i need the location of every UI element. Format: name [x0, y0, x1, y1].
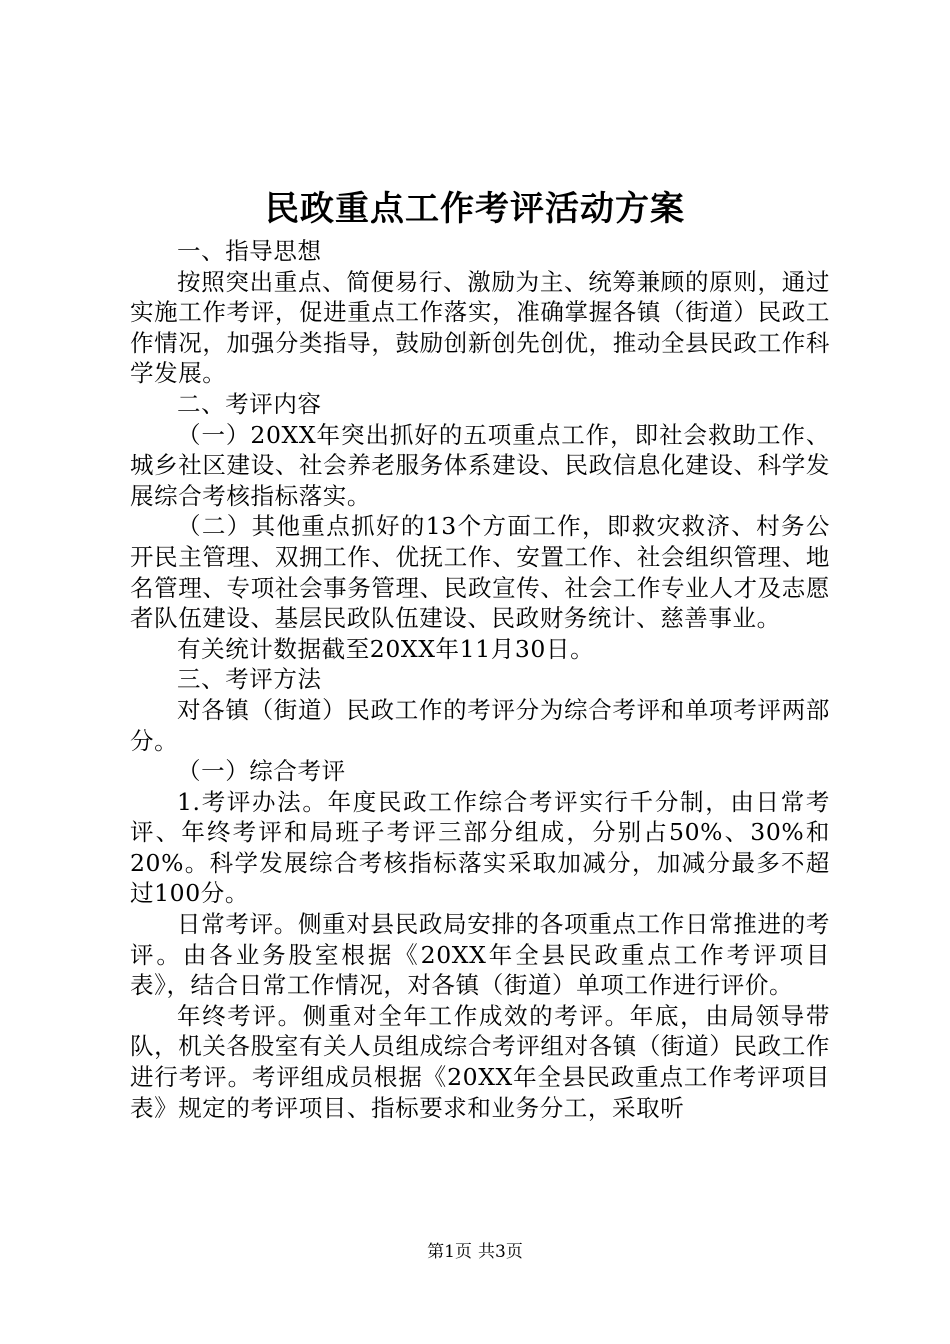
paragraph: 按照突出重点、简便易行、激励为主、统筹兼顾的原则，通过实施工作考评，促进重点工作落实，准确掌握各镇（街道）民政工作情况，加强分类指导，鼓励创新创先创优，推动全县民政工作科学发展。 — [130, 267, 830, 388]
page-number: 第1页 — [427, 1242, 472, 1262]
page-total: 共3页 — [478, 1242, 523, 1262]
paragraph: 有关统计数据截至20XX年11月30日。 — [177, 634, 595, 663]
paragraph: 对各镇（街道）民政工作的考评分为综合考评和单项考评两部分。 — [130, 695, 830, 755]
section-heading-evaluation-method: 三、考评方法 — [177, 665, 322, 694]
subsection-heading-comprehensive: （一）综合考评 — [177, 757, 346, 786]
document-title: 民政重点工作考评活动方案 — [265, 189, 685, 229]
document-body — [130, 236, 830, 1123]
paragraph: 年终考评。侧重对全年工作成效的考评。年底，由局领导带队，机关各股室有关人员组成综合考评组对各镇（街道）民政工作进行考评。考评组成员根据《20XX年全县民政重点工作考评项目表》规定的考评项目、指标要求和业务分工，采取听 — [130, 1001, 830, 1122]
page-footer — [0, 1241, 950, 1263]
section-heading-guiding-thought: 一、指导思想 — [177, 237, 322, 265]
paragraph: 日常考评。侧重对县民政局安排的各项重点工作日常推进的考评。由各业务股室根据《20XX年全县民政重点工作考评项目表》，结合日常工作情况，对各镇（街道）单项工作进行评价。 — [130, 910, 830, 1000]
section-heading-evaluation-content: 二、考评内容 — [177, 389, 322, 418]
paragraph: （二）其他重点抓好的13个方面工作，即救灾救济、村务公开民主管理、双拥工作、优抚工作、安置工作、社会组织管理、地名管理、专项社会事务管理、民政宣传、社会工作专业人才及志愿者队伍建设、基层民政队伍建设、民政财务统计、慈善事业。 — [130, 512, 830, 633]
paragraph: （一）20XX年突出抓好的五项重点工作，即社会救助工作、城乡社区建设、社会养老服务体系建设、民政信息化建设、科学发展综合考核指标落实。 — [130, 420, 830, 510]
paragraph: 1.考评办法。年度民政工作综合考评实行千分制，由日常考评、年终考评和局班子考评三部分组成，分别占50%、30%和20%。科学发展综合考核指标落实采取加减分，加减分最多不超过100分。 — [130, 787, 830, 908]
